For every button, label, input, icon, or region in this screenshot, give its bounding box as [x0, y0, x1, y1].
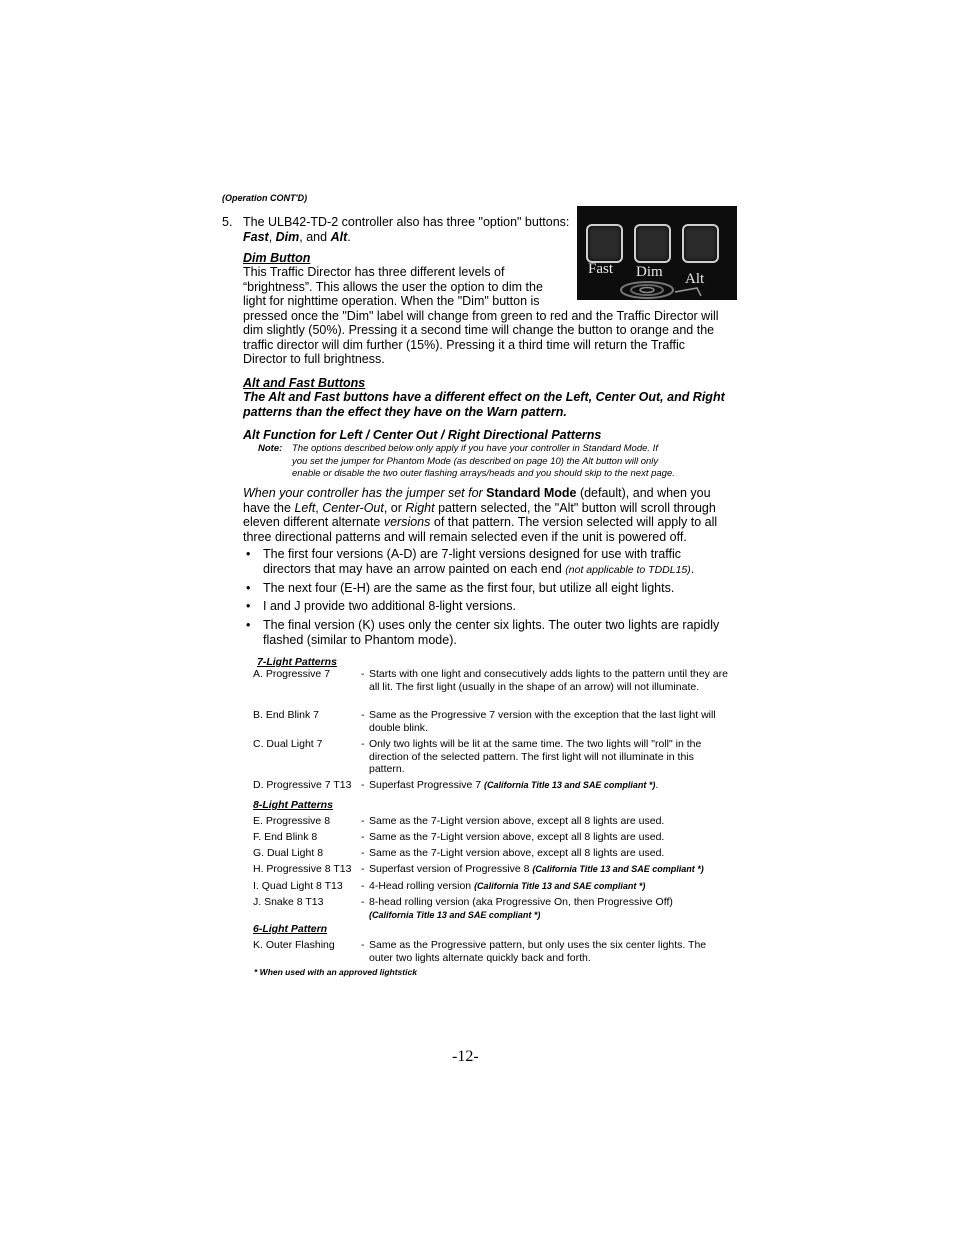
standard-line-3 [243, 515, 743, 530]
dim-line: This Traffic Director has three different levels of [243, 265, 505, 279]
continued-header: (Operation CONT'D) [222, 193, 308, 203]
note-line: you set the jumper for Phantom Mode (as described on page 10) the Alt button will only [292, 455, 659, 467]
alt-fast-heading: Alt and Fast Buttons [243, 376, 366, 390]
pattern-description: - Same as the 7-Light version above, except all 8 lights are used. [361, 847, 731, 860]
compliance-note: (California Title 13 and SAE compliant *) [369, 909, 541, 920]
compliance-note: (California Title 13 and SAE compliant *) [483, 780, 656, 790]
fast-label: Fast [588, 261, 614, 277]
std-bold: Standard Mode [486, 486, 577, 500]
dim-line: light for nighttime operation. When the "Dim" button is [243, 294, 540, 308]
bullet-item [246, 599, 736, 614]
bullet-text [246, 547, 736, 578]
pattern-name: B. End Blink 7 [253, 709, 319, 721]
standard-line-2 [243, 501, 743, 516]
bullet-dot-icon: • [246, 599, 251, 613]
pattern-name: H. Progressive 8 T13 [253, 863, 352, 875]
std-italic: versions [383, 515, 431, 529]
dim-word: Dim [275, 229, 300, 244]
std-text: have the [243, 500, 295, 515]
pattern-desc-text [361, 779, 731, 792]
pattern-desc-text: Same as the Progressive pattern, but only uses the six center lights. The outer two lights alternate quickly back and forth. [369, 939, 707, 964]
intro-end: . [347, 229, 351, 244]
pattern-description: - Superfast version of Progressive 8 (California Title 13 and SAE compliant *) [361, 863, 731, 876]
alt-button-image [682, 224, 719, 263]
pattern-description: - Only two lights will be lit at the same time. The two lights will "roll" in the direction of the selected pattern. The first light will not illuminate in this pattern. [361, 738, 731, 776]
dim-line: pressed once the "Dim" label will change from green to red and the Traffic Director will [243, 308, 719, 323]
pattern-name: F. End Blink 8 [253, 831, 318, 843]
bullet-line: The first four versions (A-D) are 7-light versions designed for use with traffic [263, 547, 681, 561]
pattern-name: C. Dual Light 7 [253, 738, 323, 750]
bullet-dot-icon: • [246, 581, 251, 595]
bullet-text: I and J provide two additional 8-light versions. [263, 599, 516, 613]
dim-label: Dim [636, 264, 663, 280]
fast-button-image [586, 224, 623, 263]
pattern-desc-text: Same as the 7-Light version above, except all 8 lights are used. [369, 847, 665, 859]
alt-function-heading: Alt Function for Left / Center Out / Right Directional Patterns [243, 428, 602, 442]
fast-word: Fast [243, 229, 269, 244]
desc: 8-head rolling version (aka Progressive On, then Progressive Off) [369, 896, 673, 908]
item-number: 5. [222, 215, 233, 229]
std-italic: Left [294, 500, 316, 515]
std-text: (default), and when you [576, 486, 711, 500]
dim-button-heading: Dim Button [243, 251, 311, 265]
pattern-desc-text: Same as the Progressive 7 version with the exception that the last light will double blink. [369, 709, 716, 734]
alt-fast-line: The Alt and Fast buttons have a different effect on the Left, Center Out, and Right [243, 390, 725, 404]
intro-text: The ULB42-TD-2 controller also has three "option" buttons: [243, 215, 570, 229]
std-italic: Right [405, 500, 435, 515]
alt-word: Alt [330, 229, 348, 244]
pattern-description: - Superfast Progressive 7 (California Title 13 and SAE compliant *). [361, 779, 731, 792]
dim-paragraph [243, 265, 743, 367]
note-line: enable or disable the two outer flashing arrays/heads and you should skip to the next page. [292, 468, 675, 479]
pattern-description: - Same as the Progressive 7 version with the exception that the last light will double blink. [361, 709, 731, 734]
std-text: of that pattern. The version selected will apply to all [430, 515, 718, 529]
desc: Superfast version of Progressive 8 [369, 863, 533, 875]
bullet-line: flashed (similar to Phantom mode). [263, 633, 457, 647]
intro-paragraph [243, 215, 573, 244]
std-text: eleven different alternate [243, 515, 384, 529]
alt-label: Alt [685, 271, 705, 287]
bullet-dot-icon: • [246, 547, 251, 561]
compliance-note: (California Title 13 and SAE compliant *) [474, 881, 646, 891]
pattern-desc-text: Same as the 7-Light version above, except all 8 lights are used. [369, 831, 665, 843]
desc: Superfast Progressive 7 [369, 779, 484, 791]
pattern-desc-text [361, 880, 731, 893]
alt-fast-line: patterns than the effect they have on the Warn pattern. [243, 404, 567, 419]
dim-button-image [634, 224, 671, 263]
pattern-description: - Same as the Progressive pattern, but only uses the six center lights. The outer two lights alternate quickly back and forth. [361, 939, 731, 964]
footnote: * When used with an approved lightstick [254, 967, 417, 977]
bullet-item [246, 581, 736, 596]
bullet-line: The final version (K) uses only the center six lights. The outer two lights are rapidly [263, 618, 720, 632]
pattern-desc-text: Same as the 7-Light version above, except all 8 lights are used. [369, 815, 665, 827]
pattern-description: - Same as the 7-Light version above, except all 8 lights are used. [361, 831, 731, 844]
std-italic: Center-Out [322, 500, 384, 515]
pattern-name: K. Outer Flashing [253, 939, 335, 951]
pattern-description: - 4-Head rolling version (California Title 13 and SAE compliant *) [361, 880, 731, 893]
note-label: Note: [258, 443, 283, 454]
std-text: When your controller has the jumper set for [243, 486, 487, 500]
bullet-item [246, 547, 736, 578]
page-number: -12- [452, 1048, 479, 1065]
desc: 4-Head rolling version [369, 880, 475, 892]
pattern-name: E. Progressive 8 [253, 815, 331, 827]
standard-line-4: three directional patterns and will remain selected even if the unit is powered off. [243, 529, 687, 544]
dim-line: dim slightly (50%). Pressing it a second time will change the button to orange and the [243, 323, 715, 337]
pattern-desc-text [361, 896, 731, 921]
bullet-item [246, 618, 736, 648]
alt-fast-paragraph [243, 390, 743, 419]
pattern-desc-text: Starts with one light and consecutively adds lights to the pattern until they are all lit. The first light (usually in the shape of an arrow) will not illuminate. [369, 668, 728, 693]
pattern-name: D. Progressive 7 T13 [253, 779, 352, 791]
pattern-desc-text: Only two lights will be lit at the same time. The two lights will "roll" in the direction of the selected pattern. The first light will not illuminate in this pattern. [369, 738, 702, 775]
pattern-name: A. Progressive 7 [253, 668, 331, 680]
pattern-name: I. Quad Light 8 T13 [253, 880, 343, 892]
desc-end: . [655, 779, 659, 791]
pattern-description: - Starts with one light and consecutively adds lights to the pattern until they are all lit. The first light (usually in the shape of an arrow) will not illuminate. [361, 668, 731, 693]
bullet-dot-icon: • [246, 618, 251, 632]
standard-mode-paragraph [243, 486, 743, 544]
note-text [292, 443, 742, 481]
dim-line: “brightness”. This allows the user the option to dim the [243, 279, 543, 294]
bullet-end: . [690, 562, 695, 576]
std-text: , or [383, 500, 406, 515]
bullet-text: The next four (E-H) are the same as the first four, but utilize all eight lights. [263, 581, 675, 595]
pattern-name: G. Dual Light 8 [253, 847, 324, 859]
note-line: The options described below only apply if you have your controller in Standard Mode. If [292, 443, 658, 454]
dim-line: Director to full brightness. [243, 352, 385, 366]
standard-line-1 [243, 486, 743, 501]
bullet-note: (not applicable to TDDL15) [565, 564, 691, 576]
seven-light-heading: 7-Light Patterns [257, 656, 337, 668]
intro-sep: , [268, 229, 276, 244]
pattern-description: - Same as the 7-Light version above, except all 8 lights are used. [361, 815, 731, 828]
pattern-desc-text [361, 863, 731, 876]
bullet-line: directors that may have an arrow painted on each end [263, 562, 566, 576]
pattern-name: J. Snake 8 T13 [253, 896, 324, 908]
intro-sep: , and [299, 229, 331, 244]
dim-line: traffic director will dim further (15%). Pressing it a third time will return the Traffic [243, 337, 686, 352]
eight-light-heading: 8-Light Patterns [253, 799, 333, 811]
six-light-heading: 6-Light Pattern [253, 923, 328, 935]
compliance-note: (California Title 13 and SAE compliant *) [532, 864, 704, 874]
std-text: , [315, 500, 323, 515]
std-text: pattern selected, the "Alt" button will scroll through [434, 500, 716, 515]
pattern-description: - 8-head rolling version (aka Progressive On, then Progressive Off) (California Title 13 and SAE compliant *) [361, 896, 731, 921]
bullet-text [246, 618, 736, 648]
